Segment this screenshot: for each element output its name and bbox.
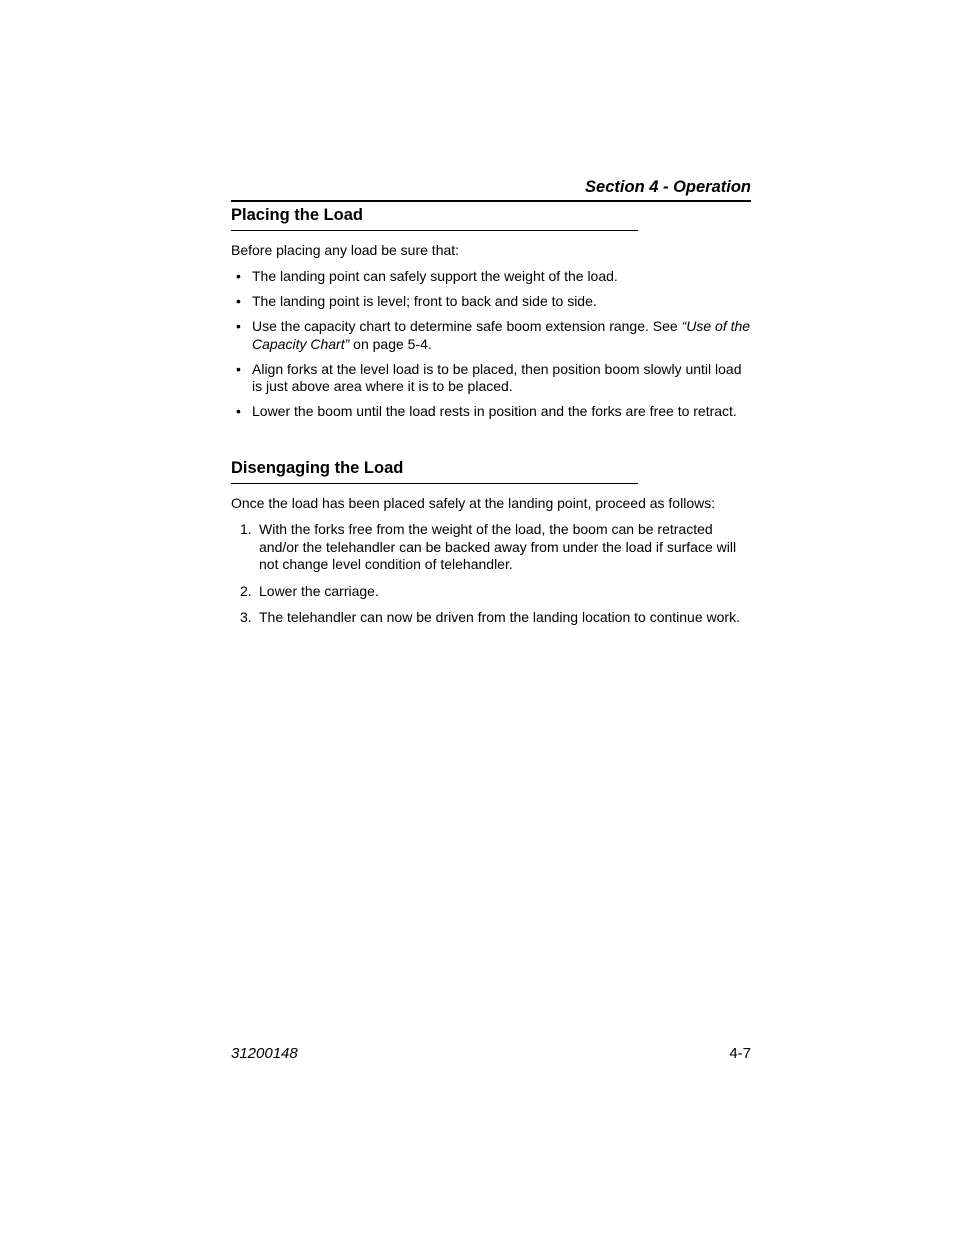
section-header-rule <box>231 200 751 202</box>
list-item-text-suffix: on page 5-4. <box>349 335 432 352</box>
step-number: 1. <box>240 521 252 537</box>
list-item <box>231 403 752 421</box>
step-text: The telehandler can now be driven from the landing location to continue work. <box>259 609 740 625</box>
list-item <box>231 521 752 574</box>
page-number: 4-7 <box>729 1045 751 1062</box>
bullet-icon: • <box>236 318 241 334</box>
list-item <box>231 268 752 286</box>
list-item-text: The landing point is level; front to back and side to side. <box>252 293 597 309</box>
bullet-icon: • <box>236 403 241 419</box>
disengaging-load-heading: Disengaging the Load <box>231 459 404 477</box>
placing-load-checklist <box>231 268 752 428</box>
step-text: With the forks free from the weight of the load, the boom can be retracted and/or the telehandler can be backed away from under the load if surface will not change level condition of telehandler. <box>259 521 737 572</box>
list-item <box>231 318 752 353</box>
section-title: Section 4 - Operation <box>585 178 751 196</box>
list-item <box>231 361 752 396</box>
list-item <box>231 583 752 601</box>
step-number: 2. <box>240 582 252 599</box>
disengaging-load-steps <box>231 521 752 636</box>
bullet-icon: • <box>236 360 241 377</box>
list-item-text: Use the capacity chart to determine safe boom extension range. See <box>252 318 682 334</box>
list-item-text: Align forks at the level load is to be placed, then position boom slowly until load is just above area where it is to be placed. <box>252 360 742 394</box>
disengaging-load-intro: Once the load has been placed safely at the landing point, proceed as follows: <box>231 495 716 511</box>
bullet-icon: • <box>236 268 241 284</box>
list-item-text: The landing point can safely support the weight of the load. <box>252 268 618 284</box>
document-number: 31200148 <box>231 1045 298 1062</box>
list-item-text: Lower the boom until the load rests in position and the forks are free to retract. <box>252 403 737 419</box>
placing-load-intro: Before placing any load be sure that: <box>231 242 460 258</box>
list-item <box>231 609 752 627</box>
step-text: Lower the carriage. <box>259 582 379 599</box>
list-item <box>231 293 752 311</box>
placing-load-heading: Placing the Load <box>231 206 364 224</box>
disengaging-load-heading-rule <box>231 483 638 484</box>
capacity-chart-reference: “Use of the Capacity Chart” <box>252 318 751 352</box>
placing-load-heading-rule <box>231 230 638 231</box>
bullet-icon: • <box>236 293 241 309</box>
step-number: 3. <box>240 609 252 625</box>
